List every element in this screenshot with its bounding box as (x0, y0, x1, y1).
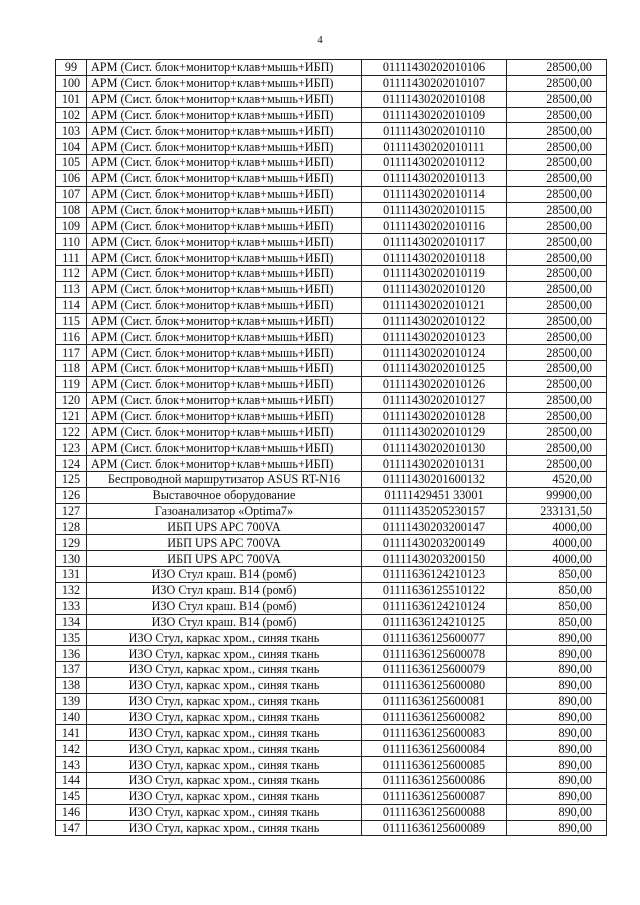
inventory-code-cell: 01111430202010119 (362, 265, 507, 281)
inventory-code-cell: 01111636125600089 (362, 820, 507, 836)
price-cell: 233131,50 (507, 503, 607, 519)
item-name-cell: ИБП UPS APC 700VA (87, 535, 362, 551)
inventory-code-cell: 01111636125600077 (362, 630, 507, 646)
inventory-code-cell: 01111430201600132 (362, 471, 507, 487)
row-number-cell: 143 (56, 757, 87, 773)
item-name-cell: АРМ (Сист. блок+монитор+клав+мышь+ИБП) (87, 170, 362, 186)
row-number-cell: 123 (56, 440, 87, 456)
table-row (56, 60, 607, 76)
row-number-cell: 133 (56, 598, 87, 614)
price-cell: 4000,00 (507, 535, 607, 551)
table-row (56, 630, 607, 646)
inventory-table (55, 59, 607, 836)
item-name-cell: АРМ (Сист. блок+монитор+клав+мышь+ИБП) (87, 313, 362, 329)
row-number-cell: 138 (56, 677, 87, 693)
price-cell: 850,00 (507, 567, 607, 583)
row-number-cell: 120 (56, 392, 87, 408)
table-row (56, 535, 607, 551)
item-name-cell: ИЗО Стул, каркас хром., синяя ткань (87, 757, 362, 773)
inventory-code-cell: 01111430202010123 (362, 329, 507, 345)
table-row (56, 202, 607, 218)
price-cell: 890,00 (507, 630, 607, 646)
inventory-code-cell: 01111430202010125 (362, 361, 507, 377)
row-number-cell: 119 (56, 376, 87, 392)
item-name-cell: АРМ (Сист. блок+монитор+клав+мышь+ИБП) (87, 123, 362, 139)
table-row (56, 709, 607, 725)
row-number-cell: 114 (56, 297, 87, 313)
item-name-cell: АРМ (Сист. блок+монитор+клав+мышь+ИБП) (87, 186, 362, 202)
price-cell: 890,00 (507, 788, 607, 804)
table-row (56, 646, 607, 662)
item-name-cell: ИЗО Стул, каркас хром., синяя ткань (87, 630, 362, 646)
inventory-code-cell: 01111430202010120 (362, 281, 507, 297)
item-name-cell: АРМ (Сист. блок+монитор+клав+мышь+ИБП) (87, 392, 362, 408)
table-row (56, 91, 607, 107)
price-cell: 28500,00 (507, 424, 607, 440)
inventory-code-cell: 01111430202010118 (362, 250, 507, 266)
item-name-cell: ИБП UPS APC 700VA (87, 551, 362, 567)
inventory-code-cell: 01111430202010117 (362, 234, 507, 250)
inventory-code-cell: 01111636124210124 (362, 598, 507, 614)
inventory-code-cell: 01111430202010129 (362, 424, 507, 440)
price-cell: 4520,00 (507, 471, 607, 487)
inventory-code-cell: 01111430202010126 (362, 376, 507, 392)
price-cell: 28500,00 (507, 155, 607, 171)
row-number-cell: 104 (56, 139, 87, 155)
item-name-cell: ИЗО Стул краш. В14 (ромб) (87, 567, 362, 583)
item-name-cell: ИЗО Стул, каркас хром., синяя ткань (87, 693, 362, 709)
item-name-cell: АРМ (Сист. блок+монитор+клав+мышь+ИБП) (87, 281, 362, 297)
inventory-code-cell: 01111430202010111 (362, 139, 507, 155)
table-row (56, 75, 607, 91)
item-name-cell: Газоанализатор «Optima7» (87, 503, 362, 519)
table-row (56, 614, 607, 630)
inventory-code-cell: 01111636124210123 (362, 567, 507, 583)
price-cell: 28500,00 (507, 456, 607, 472)
item-name-cell: АРМ (Сист. блок+монитор+клав+мышь+ИБП) (87, 361, 362, 377)
table-row (56, 440, 607, 456)
row-number-cell: 124 (56, 456, 87, 472)
table-row (56, 757, 607, 773)
row-number-cell: 141 (56, 725, 87, 741)
item-name-cell: ИЗО Стул, каркас хром., синяя ткань (87, 788, 362, 804)
row-number-cell: 137 (56, 662, 87, 678)
price-cell: 28500,00 (507, 234, 607, 250)
inventory-code-cell: 01111430202010112 (362, 155, 507, 171)
price-cell: 890,00 (507, 741, 607, 757)
inventory-code-cell: 01111430202010113 (362, 170, 507, 186)
row-number-cell: 117 (56, 345, 87, 361)
item-name-cell: АРМ (Сист. блок+монитор+клав+мышь+ИБП) (87, 234, 362, 250)
table-body (56, 60, 607, 836)
price-cell: 890,00 (507, 646, 607, 662)
table-row (56, 250, 607, 266)
row-number-cell: 136 (56, 646, 87, 662)
table-row (56, 741, 607, 757)
item-name-cell: ИБП UPS APC 700VA (87, 519, 362, 535)
price-cell: 28500,00 (507, 186, 607, 202)
inventory-code-cell: 01111430203200150 (362, 551, 507, 567)
item-name-cell: АРМ (Сист. блок+монитор+клав+мышь+ИБП) (87, 376, 362, 392)
item-name-cell: АРМ (Сист. блок+монитор+клав+мышь+ИБП) (87, 155, 362, 171)
table-row (56, 139, 607, 155)
item-name-cell: АРМ (Сист. блок+монитор+клав+мышь+ИБП) (87, 60, 362, 76)
inventory-code-cell: 01111429451 33001 (362, 487, 507, 503)
item-name-cell: АРМ (Сист. блок+монитор+клав+мышь+ИБП) (87, 345, 362, 361)
item-name-cell: АРМ (Сист. блок+монитор+клав+мышь+ИБП) (87, 329, 362, 345)
item-name-cell: АРМ (Сист. блок+монитор+клав+мышь+ИБП) (87, 440, 362, 456)
inventory-code-cell: 01111430202010107 (362, 75, 507, 91)
inventory-code-cell: 01111636125600079 (362, 662, 507, 678)
table-row (56, 234, 607, 250)
price-cell: 28500,00 (507, 60, 607, 76)
price-cell: 890,00 (507, 820, 607, 836)
price-cell: 28500,00 (507, 392, 607, 408)
price-cell: 28500,00 (507, 376, 607, 392)
item-name-cell: АРМ (Сист. блок+монитор+клав+мышь+ИБП) (87, 218, 362, 234)
price-cell: 890,00 (507, 725, 607, 741)
price-cell: 28500,00 (507, 218, 607, 234)
table-row (56, 788, 607, 804)
row-number-cell: 134 (56, 614, 87, 630)
table-row (56, 408, 607, 424)
row-number-cell: 122 (56, 424, 87, 440)
table-row (56, 582, 607, 598)
row-number-cell: 100 (56, 75, 87, 91)
inventory-code-cell: 01111430202010110 (362, 123, 507, 139)
item-name-cell: ИЗО Стул краш. В14 (ромб) (87, 598, 362, 614)
price-cell: 850,00 (507, 614, 607, 630)
table-row (56, 471, 607, 487)
row-number-cell: 129 (56, 535, 87, 551)
row-number-cell: 147 (56, 820, 87, 836)
item-name-cell: АРМ (Сист. блок+монитор+клав+мышь+ИБП) (87, 456, 362, 472)
table-row (56, 392, 607, 408)
row-number-cell: 103 (56, 123, 87, 139)
table-row (56, 186, 607, 202)
item-name-cell: ИЗО Стул краш. В14 (ромб) (87, 582, 362, 598)
inventory-code-cell: 01111430202010124 (362, 345, 507, 361)
item-name-cell: ИЗО Стул, каркас хром., синяя ткань (87, 709, 362, 725)
inventory-code-cell: 01111636125600086 (362, 772, 507, 788)
table-row (56, 155, 607, 171)
row-number-cell: 109 (56, 218, 87, 234)
price-cell: 890,00 (507, 709, 607, 725)
price-cell: 890,00 (507, 757, 607, 773)
table-row (56, 297, 607, 313)
price-cell: 850,00 (507, 598, 607, 614)
row-number-cell: 144 (56, 772, 87, 788)
inventory-code-cell: 01111430202010115 (362, 202, 507, 218)
table-row (56, 265, 607, 281)
item-name-cell: ИЗО Стул, каркас хром., синяя ткань (87, 662, 362, 678)
inventory-code-cell: 01111636125600081 (362, 693, 507, 709)
row-number-cell: 115 (56, 313, 87, 329)
table-row (56, 456, 607, 472)
price-cell: 28500,00 (507, 91, 607, 107)
row-number-cell: 106 (56, 170, 87, 186)
price-cell: 28500,00 (507, 250, 607, 266)
inventory-code-cell: 01111636125600083 (362, 725, 507, 741)
row-number-cell: 113 (56, 281, 87, 297)
item-name-cell: АРМ (Сист. блок+монитор+клав+мышь+ИБП) (87, 424, 362, 440)
price-cell: 4000,00 (507, 551, 607, 567)
table-row (56, 361, 607, 377)
price-cell: 28500,00 (507, 123, 607, 139)
price-cell: 28500,00 (507, 202, 607, 218)
table-row (56, 345, 607, 361)
row-number-cell: 130 (56, 551, 87, 567)
price-cell: 28500,00 (507, 75, 607, 91)
row-number-cell: 135 (56, 630, 87, 646)
table-row (56, 218, 607, 234)
table-row (56, 123, 607, 139)
item-name-cell: ИЗО Стул краш. В14 (ромб) (87, 614, 362, 630)
item-name-cell: АРМ (Сист. блок+монитор+клав+мышь+ИБП) (87, 250, 362, 266)
table-row (56, 804, 607, 820)
item-name-cell: АРМ (Сист. блок+монитор+клав+мышь+ИБП) (87, 265, 362, 281)
price-cell: 28500,00 (507, 408, 607, 424)
inventory-code-cell: 01111430202010114 (362, 186, 507, 202)
table-row (56, 662, 607, 678)
price-cell: 28500,00 (507, 107, 607, 123)
inventory-code-cell: 01111636125600087 (362, 788, 507, 804)
inventory-code-cell: 01111636125600085 (362, 757, 507, 773)
item-name-cell: АРМ (Сист. блок+монитор+клав+мышь+ИБП) (87, 75, 362, 91)
price-cell: 28500,00 (507, 440, 607, 456)
table-row (56, 503, 607, 519)
item-name-cell: ИЗО Стул, каркас хром., синяя ткань (87, 741, 362, 757)
row-number-cell: 146 (56, 804, 87, 820)
row-number-cell: 127 (56, 503, 87, 519)
row-number-cell: 140 (56, 709, 87, 725)
row-number-cell: 121 (56, 408, 87, 424)
table-row (56, 820, 607, 836)
item-name-cell: АРМ (Сист. блок+монитор+клав+мышь+ИБП) (87, 202, 362, 218)
inventory-code-cell: 01111430203200147 (362, 519, 507, 535)
inventory-code-cell: 01111430203200149 (362, 535, 507, 551)
price-cell: 890,00 (507, 693, 607, 709)
table-row (56, 598, 607, 614)
inventory-code-cell: 01111435205230157 (362, 503, 507, 519)
price-cell: 890,00 (507, 804, 607, 820)
row-number-cell: 105 (56, 155, 87, 171)
table-row (56, 170, 607, 186)
table-row (56, 519, 607, 535)
row-number-cell: 101 (56, 91, 87, 107)
price-cell: 99900,00 (507, 487, 607, 503)
table-row (56, 487, 607, 503)
inventory-code-cell: 01111430202010121 (362, 297, 507, 313)
inventory-code-cell: 01111430202010109 (362, 107, 507, 123)
item-name-cell: ИЗО Стул, каркас хром., синяя ткань (87, 677, 362, 693)
price-cell: 28500,00 (507, 139, 607, 155)
row-number-cell: 112 (56, 265, 87, 281)
table-row (56, 424, 607, 440)
inventory-code-cell: 01111430202010130 (362, 440, 507, 456)
price-cell: 28500,00 (507, 265, 607, 281)
item-name-cell: ИЗО Стул, каркас хром., синяя ткань (87, 804, 362, 820)
inventory-code-cell: 01111636124210125 (362, 614, 507, 630)
item-name-cell: АРМ (Сист. блок+монитор+клав+мышь+ИБП) (87, 91, 362, 107)
item-name-cell: ИЗО Стул, каркас хром., синяя ткань (87, 772, 362, 788)
inventory-code-cell: 01111430202010127 (362, 392, 507, 408)
inventory-code-cell: 01111430202010128 (362, 408, 507, 424)
table-row (56, 107, 607, 123)
price-cell: 890,00 (507, 677, 607, 693)
price-cell: 890,00 (507, 662, 607, 678)
item-name-cell: Выставочное оборудование (87, 487, 362, 503)
item-name-cell: АРМ (Сист. блок+монитор+клав+мышь+ИБП) (87, 139, 362, 155)
price-cell: 890,00 (507, 772, 607, 788)
table-row (56, 567, 607, 583)
table-row (56, 725, 607, 741)
inventory-code-cell: 01111430202010131 (362, 456, 507, 472)
inventory-code-cell: 01111636125600078 (362, 646, 507, 662)
inventory-code-cell: 01111636125600080 (362, 677, 507, 693)
row-number-cell: 132 (56, 582, 87, 598)
item-name-cell: АРМ (Сист. блок+монитор+клав+мышь+ИБП) (87, 408, 362, 424)
row-number-cell: 131 (56, 567, 87, 583)
row-number-cell: 145 (56, 788, 87, 804)
row-number-cell: 110 (56, 234, 87, 250)
table-row (56, 693, 607, 709)
inventory-code-cell: 01111430202010116 (362, 218, 507, 234)
row-number-cell: 139 (56, 693, 87, 709)
table-row (56, 772, 607, 788)
price-cell: 28500,00 (507, 281, 607, 297)
table-row (56, 313, 607, 329)
table-row (56, 281, 607, 297)
price-cell: 850,00 (507, 582, 607, 598)
price-cell: 28500,00 (507, 313, 607, 329)
row-number-cell: 116 (56, 329, 87, 345)
item-name-cell: ИЗО Стул, каркас хром., синяя ткань (87, 725, 362, 741)
row-number-cell: 128 (56, 519, 87, 535)
row-number-cell: 108 (56, 202, 87, 218)
price-cell: 4000,00 (507, 519, 607, 535)
table-row (56, 376, 607, 392)
price-cell: 28500,00 (507, 345, 607, 361)
row-number-cell: 107 (56, 186, 87, 202)
price-cell: 28500,00 (507, 361, 607, 377)
item-name-cell: АРМ (Сист. блок+монитор+клав+мышь+ИБП) (87, 107, 362, 123)
row-number-cell: 111 (56, 250, 87, 266)
price-cell: 28500,00 (507, 297, 607, 313)
table-row (56, 329, 607, 345)
row-number-cell: 142 (56, 741, 87, 757)
page-number: 4 (317, 34, 323, 46)
price-cell: 28500,00 (507, 170, 607, 186)
row-number-cell: 99 (56, 60, 87, 76)
item-name-cell: АРМ (Сист. блок+монитор+клав+мышь+ИБП) (87, 297, 362, 313)
price-cell: 28500,00 (507, 329, 607, 345)
inventory-code-cell: 01111430202010122 (362, 313, 507, 329)
item-name-cell: Беспроводной маршрутизатор ASUS RT-N16 (87, 471, 362, 487)
item-name-cell: ИЗО Стул, каркас хром., синяя ткань (87, 646, 362, 662)
table-row (56, 551, 607, 567)
inventory-code-cell: 01111636125510122 (362, 582, 507, 598)
inventory-code-cell: 01111636125600084 (362, 741, 507, 757)
row-number-cell: 102 (56, 107, 87, 123)
inventory-code-cell: 01111636125600088 (362, 804, 507, 820)
item-name-cell: ИЗО Стул, каркас хром., синяя ткань (87, 820, 362, 836)
inventory-code-cell: 01111430202010108 (362, 91, 507, 107)
row-number-cell: 118 (56, 361, 87, 377)
inventory-code-cell: 01111636125600082 (362, 709, 507, 725)
row-number-cell: 125 (56, 471, 87, 487)
table-row (56, 677, 607, 693)
inventory-code-cell: 01111430202010106 (362, 60, 507, 76)
row-number-cell: 126 (56, 487, 87, 503)
